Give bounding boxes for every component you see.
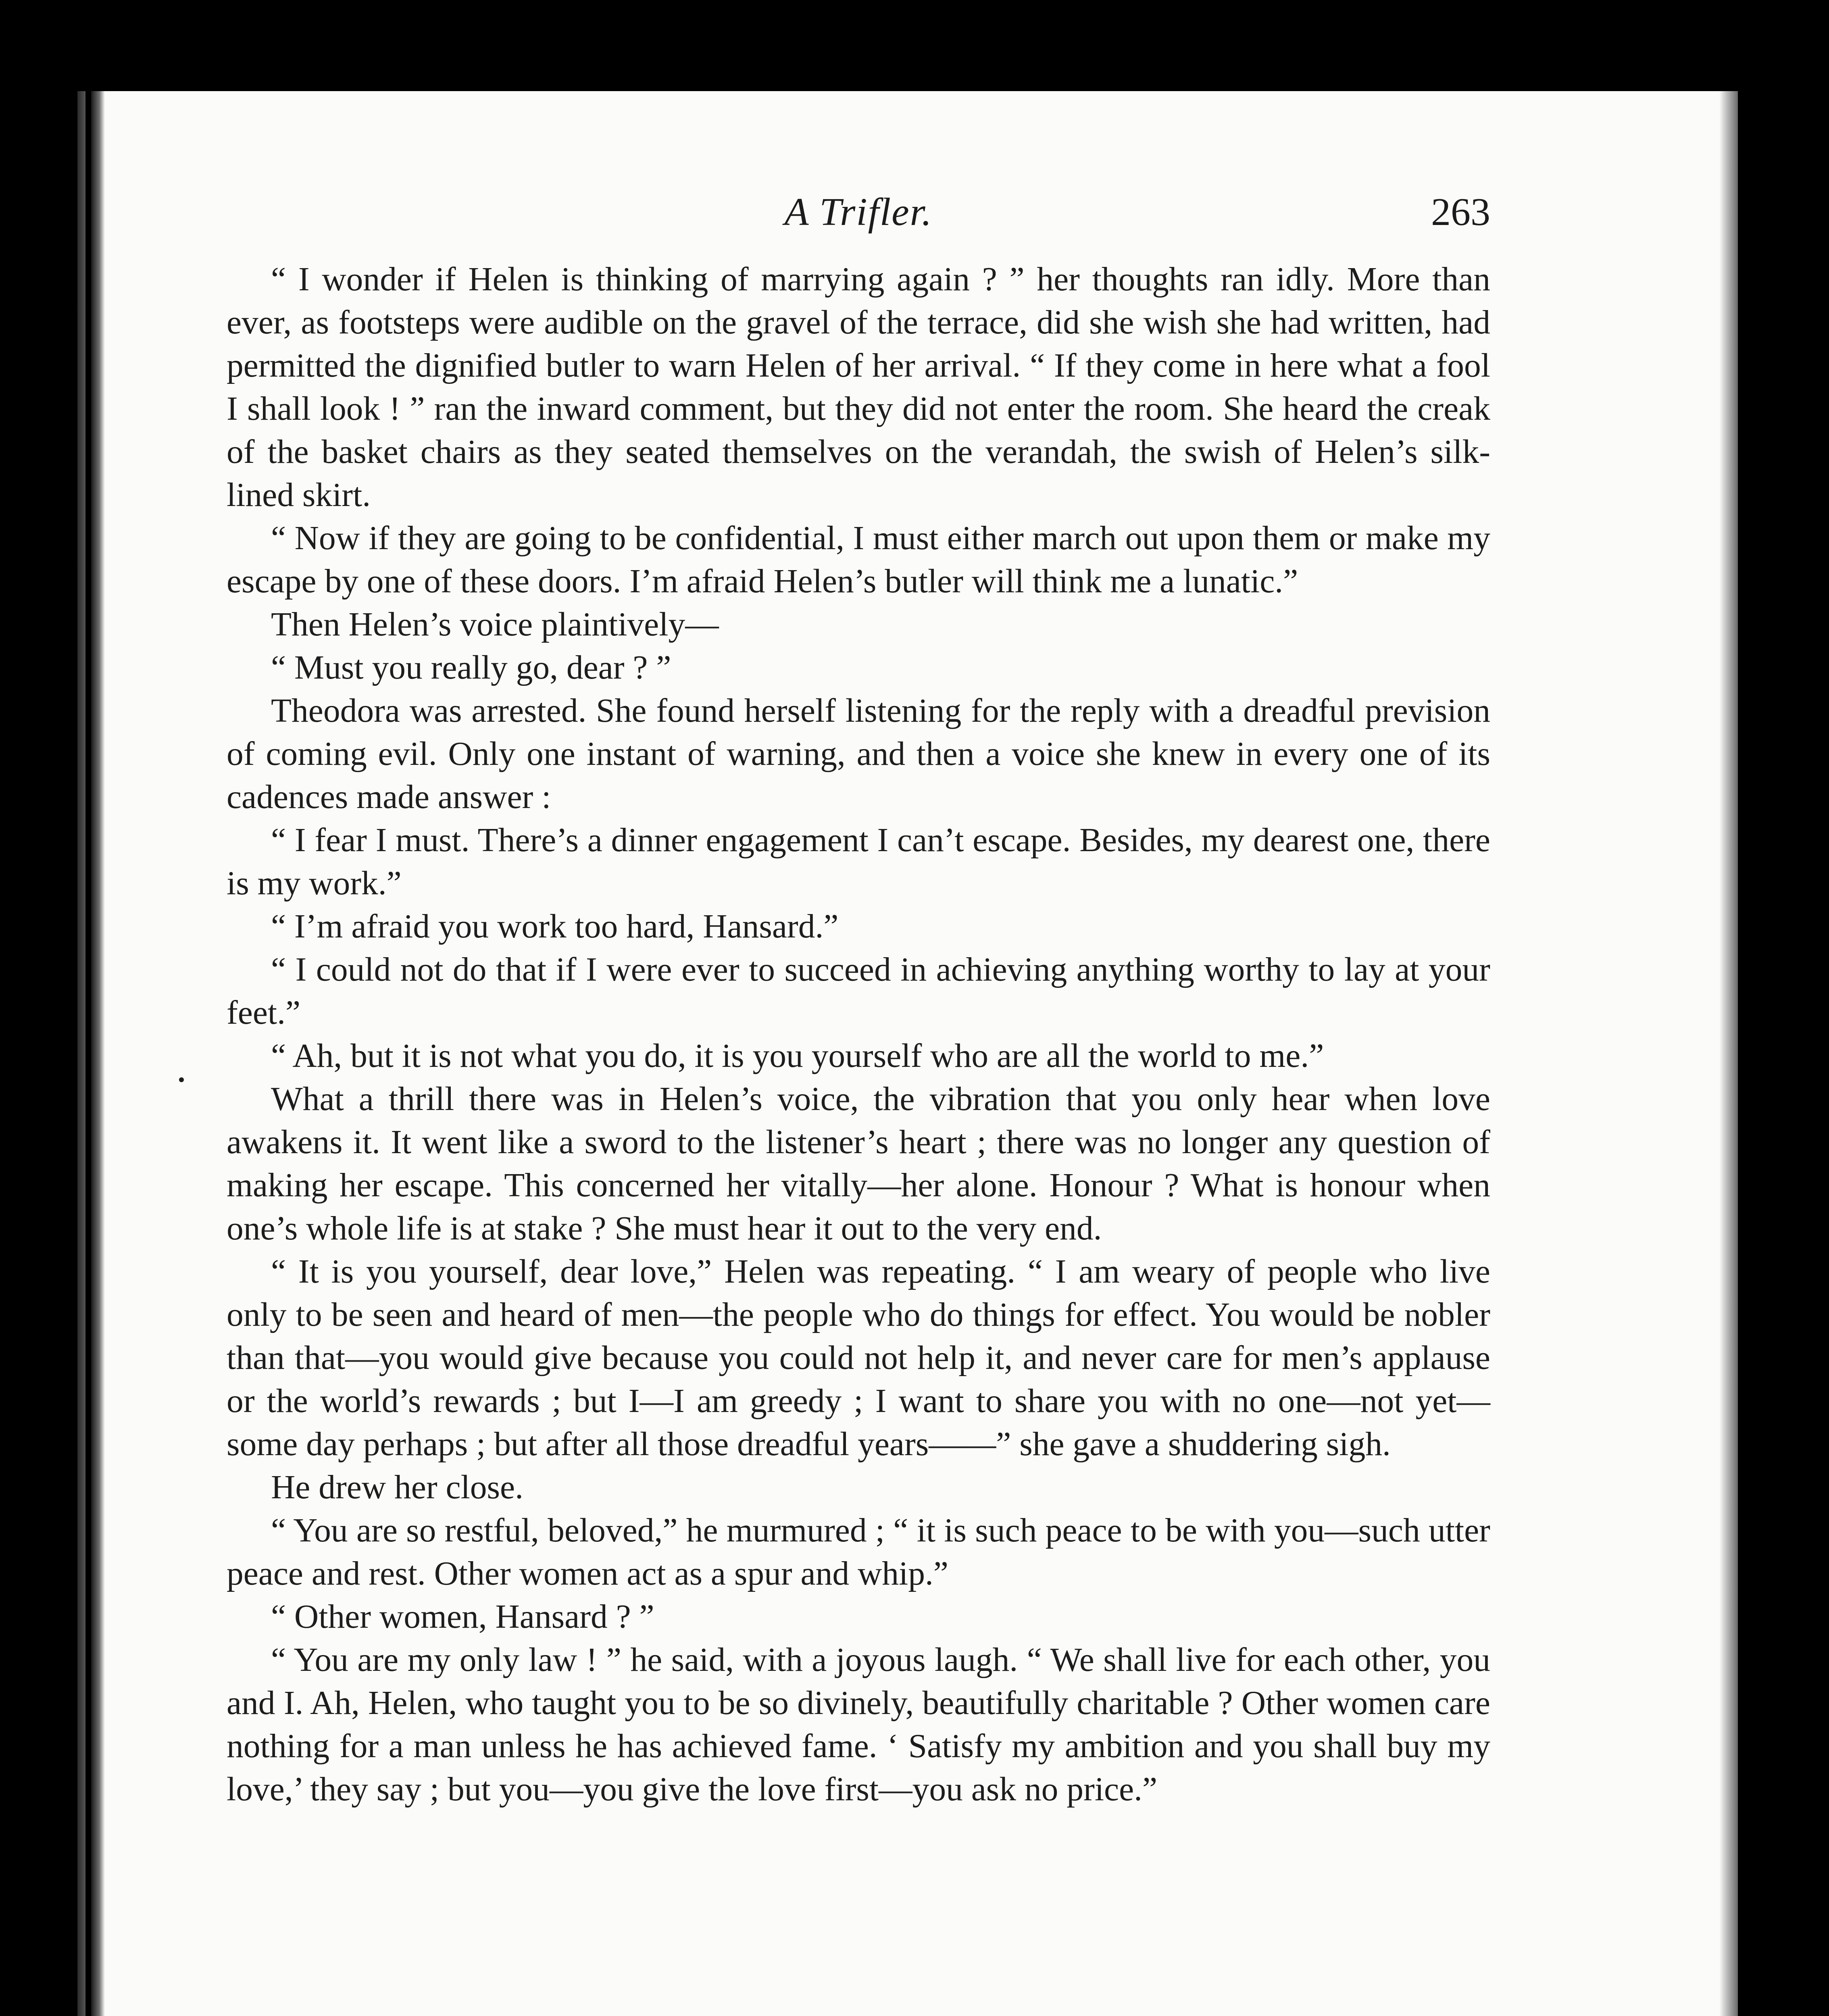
- gutter-shadow: [91, 91, 105, 2016]
- paragraph: He drew her close.: [271, 1469, 523, 1506]
- paragraph: “ I could not do that if I were ever to succeed in achieving anything worthy to lay at your feet.”: [227, 951, 1490, 1031]
- running-title: A Trifler.: [784, 190, 933, 234]
- paragraph: “ You are so restful, beloved,” he murmured ; “ it is such peace to be with you—such utter peace and rest. Other women act as a spur and whip.”: [227, 1512, 1490, 1592]
- paragraph: Theodora was arrested. She found herself listening for the reply with a dreadful prevision of coming evil. Only one instant of warning, and then a voice she knew in every one of its cadences made answer :: [227, 692, 1490, 816]
- paragraph: “ You are my only law ! ” he said, with a joyous laugh. “ We shall live for each other, you and I. Ah, Helen, who taught you to be so divinely, beautifully charitable ? Other women care nothing for a man unless he has achieved fame. ‘ Satisfy my ambition and you shall buy my love,’ they say ; but you—you give the love first—you ask no price.”: [227, 1641, 1490, 1808]
- page-number: 263: [1431, 190, 1490, 234]
- paragraph: “ I wonder if Helen is thinking of marrying again ? ” her thoughts ran idly. More than ever, as footsteps were audible on the gravel of the terrace, did she wish she had written, had permitted the dignified butler to warn Helen of her arrival. “ If they come in here what a fool I shall look ! ” ran the inward comment, but they did not enter the room. She heard the creak of the basket chairs as they seated themselves on the verandah, the swish of Helen’s silk-lined skirt.: [227, 261, 1490, 514]
- stray-ink-dot: [179, 1077, 184, 1082]
- body-text: [227, 258, 1490, 2016]
- paragraph: “ I fear I must. There’s a dinner engagement I can’t escape. Besides, my dearest one, there is my work.”: [227, 822, 1490, 902]
- paragraph: “ Other women, Hansard ? ”: [271, 1598, 654, 1635]
- paragraph: “ Must you really go, dear ? ”: [271, 649, 671, 686]
- running-header: [227, 190, 1490, 258]
- paragraph: Then Helen’s voice plaintively—: [271, 606, 719, 643]
- paragraph: What a thrill there was in Helen’s voice, the vibration that you only hear when love awakens it. It went like a sword to the listener’s heart ; there was no longer any question of making her escape. This concerned her vitally—her alone. Honour ? What is honour when one’s whole life is at stake ? She must hear it out to the very end.: [227, 1081, 1490, 1247]
- paragraph: “ Ah, but it is not what you do, it is you yourself who are all the world to me.”: [271, 1037, 1324, 1075]
- paragraph: “ I’m afraid you work too hard, Hansard.”: [271, 908, 839, 945]
- paragraph: “ It is you yourself, dear love,” Helen was repeating. “ I am weary of people who live only to be seen and heard of men—the people who do things for effect. You would be nobler than that—you would give because you could not help it, and never care for men’s applause or the world’s rewards ; but I—I am greedy ; I want to share you with no one—not yet—some day perhaps ; but after all those dreadful years——” she gave a shuddering sigh.: [227, 1253, 1490, 1463]
- binding-edge: [77, 91, 85, 2016]
- page-edge: [1719, 91, 1738, 2016]
- paragraph: “ Now if they are going to be confidential, I must either march out upon them or make my escape by one of these doors. I’m afraid Helen’s butler will think me a lunatic.”: [227, 520, 1490, 600]
